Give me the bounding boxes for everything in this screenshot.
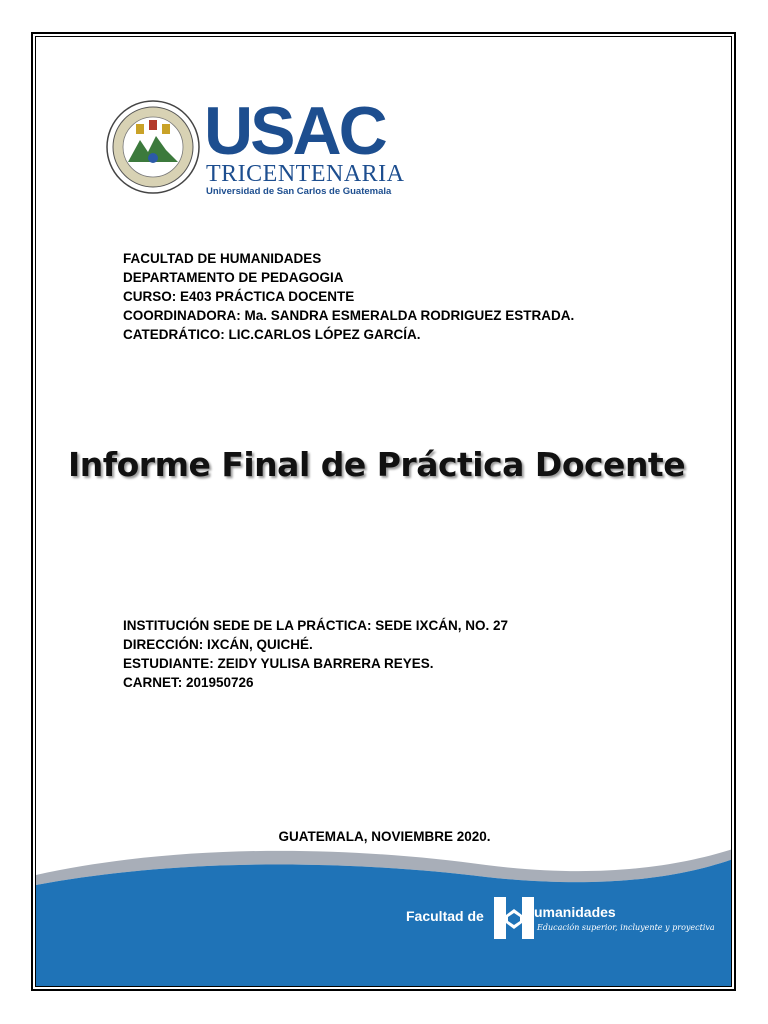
- humanidades-logo: [406, 893, 726, 943]
- carnet-line: CARNET: 201950726: [123, 675, 254, 690]
- faculty-line: FACULTAD DE HUMANIDADES: [123, 251, 322, 266]
- university-seal-icon: [106, 100, 200, 194]
- student-info: [123, 616, 508, 692]
- usac-wordmark: USAC: [204, 93, 385, 169]
- course-line: CURSO: E403 PRÁCTICA DOCENTE: [123, 289, 355, 304]
- usac-logo: [106, 93, 405, 200]
- coordinator-line: COORDINADORA: Ma. SANDRA ESMERALDA RODRIGUEZ ESTRADA.: [123, 308, 575, 323]
- humanidades-h-icon: [492, 895, 536, 941]
- place-date: GUATEMALA, NOVIEMBRE 2020.: [278, 829, 491, 844]
- cover-page: [35, 36, 732, 987]
- institution-line: INSTITUCIÓN SEDE DE LA PRÁCTICA: SEDE IXCÁN, NO. 27: [123, 618, 509, 633]
- address-line: DIRECCIÓN: IXCÁN, QUICHÉ.: [123, 637, 313, 652]
- department-line: DEPARTAMENTO DE PEDAGOGIA: [123, 270, 344, 285]
- course-header: [123, 249, 574, 344]
- document-title: Informe Final de Práctica Docente: [68, 445, 686, 484]
- student-line: ESTUDIANTE: ZEIDY YULISA BARRERA REYES.: [123, 656, 434, 671]
- tricentenaria-label: TRICENTENARIA: [206, 161, 405, 187]
- university-name: Universidad de San Carlos de Guatemala: [206, 186, 392, 197]
- faculty-prefix: Facultad de: [406, 908, 484, 924]
- professor-line: CATEDRÁTICO: LIC.CARLOS LÓPEZ GARCÍA.: [123, 327, 421, 342]
- faculty-slogan: Educación superior, incluyente y proyectiva: [537, 923, 715, 932]
- faculty-name-rest: umanidades: [534, 904, 616, 920]
